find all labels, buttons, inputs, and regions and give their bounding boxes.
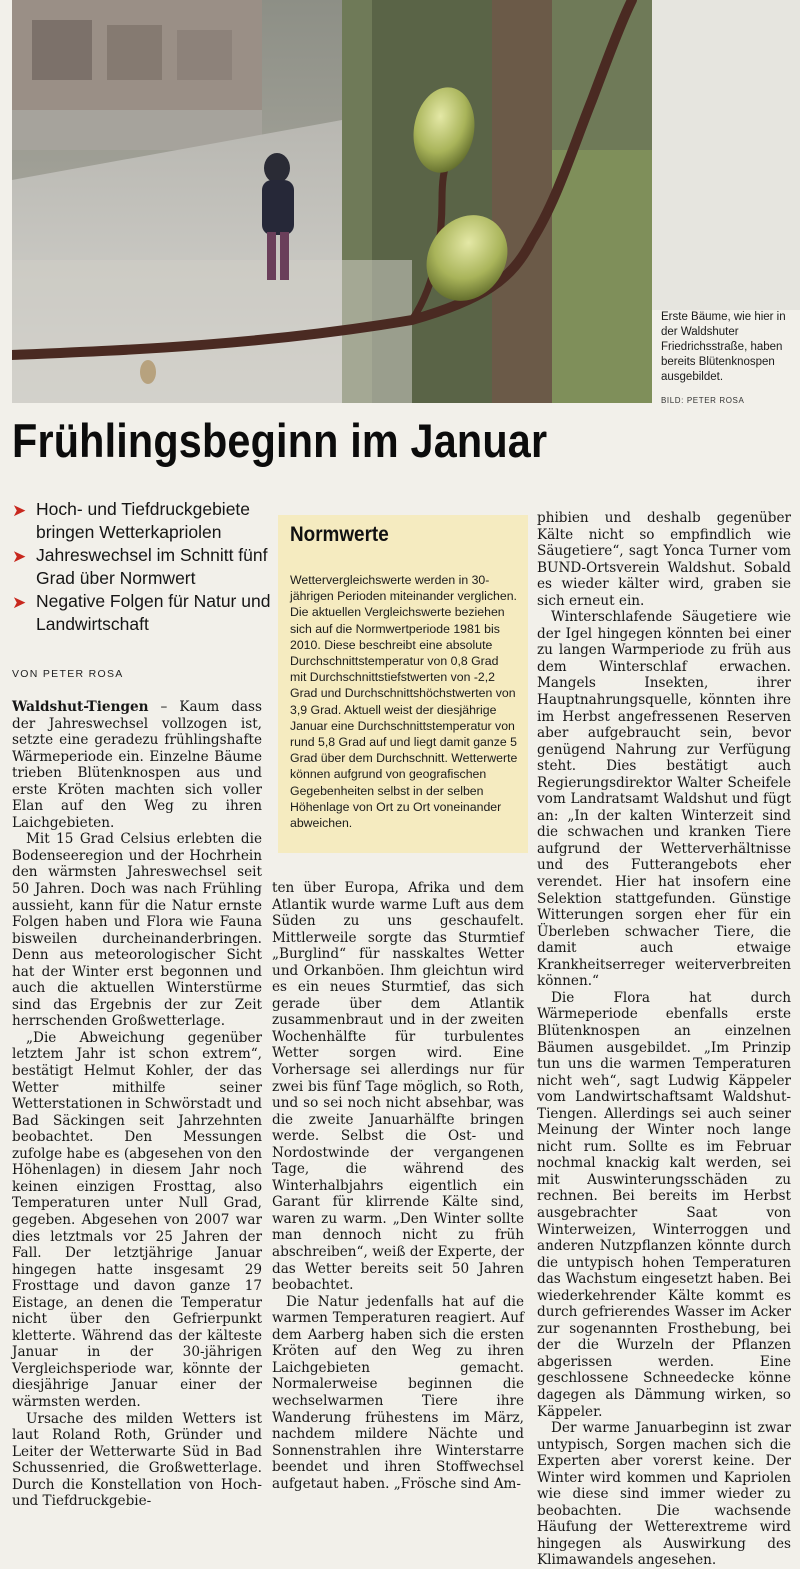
article-column-1 xyxy=(12,699,262,1510)
paragraph: „Die Abweichung gegenüber letztem Jahr ist schon extrem“, bestätigt Helmut Kohler, der das Wetter mithilfe seiner Wetterstationen in Schwörstadt und Bad Säckingen seit Jahrzehnten beobachtet. Den Messungen zufolge habe es (abgesehen von den Höhenlagen) in diesem Jahr noch keinen einzigen Frosttag, also Temperaturen unter Null Grad, gegeben. Abgesehen von 2007 war dies letztmals vor 25 Jahren der Fall. Der letztjährige Januar hingegen hatte insgesamt 29 Frosttage und davon ganze 17 Eistage, an denen die Temperatur nicht über den Gefrierpunkt kletterte. Während das der kälteste Januar in der 30-jährigen Vergleichsperiode war, könnte der diesjährige Januar einer der wärmsten werden. xyxy=(12,1029,263,1410)
paragraph: Ursache des milden Wetters ist laut Roland Roth, Gründer und Leiter der Wetterwarte Süd in Bad Schussenried, die Großwetterlage. Durch die Konstellation von Hoch- und Tiefdruckgebie- xyxy=(12,1410,262,1510)
headline: Frühlingsbeginn im Januar xyxy=(12,414,548,467)
photo-illustration xyxy=(12,0,652,403)
byline: VON PETER ROSA xyxy=(12,668,124,680)
paragraph: ten über Europa, Afrika und dem Atlantik wurde warme Luft aus dem Süden zu uns geschaufelt. Mittlerweile sorgte das Sturmtief „Burglind“ für nasskaltes Wetter und Orkanböen. Ihm gleichtun wird es ein neues Sturmtief, das sich gerade über dem Atlantik zusammenbraut und in der zweiten Wochenhälfte für turbulentes Wetter sorgen wird. Eine Vorhersage sei allerdings nur für zwei bis fünf Tage möglich, so Roth, und so sei noch nicht absehbar, was die zweite Januarhälfte bringen werde. Selbst die Ost- und Nordostwinde der vergangenen Tage, die während des Winterhalbjahrs eigentlich ein Garant für klirrende Kälte sind, waren zu warm. „Den Winter sollte man dennoch nicht zu früh abschreiben“, weiß der Experte, der das Wetter bereits seit 50 Jahren beobachtet. xyxy=(272,880,524,1294)
article-photo xyxy=(12,0,652,403)
photo-credit: BILD: PETER ROSA xyxy=(661,396,745,405)
paragraph: Waldshut-Tiengen – Kaum dass der Jahreswechsel vollzogen ist, setzte eine geradezu frühlingshafte Wärmeperiode ein. Einzelne Bäume trieben Blütenknospen aus und erste Kröten machten sich voller Elan auf den Weg zu ihren Laichgebieten. xyxy=(12,699,262,831)
subheadline-item: ➤ Jahreswechsel im Schnitt fünf Grad über Normwert xyxy=(12,545,268,588)
info-box xyxy=(278,515,528,853)
article-column-3 xyxy=(537,510,791,1569)
subheadline-item: ➤ Hoch- und Tiefdruckgebiete bringen Wetterkapriolen xyxy=(12,499,251,542)
subheadline-item: ➤ Negative Folgen für Natur und Landwirtschaft xyxy=(12,591,271,634)
dateline: Waldshut-Tiengen xyxy=(12,699,149,715)
info-box-text: Wettervergleichswerte werden in 30-jährigen Perioden miteinander verglichen. Die aktuellen Vergleichswerte beziehen sich auf die Normwertperiode 1981 bis 2010. Diese beschreibt eine absolute Durchschnittstemperatur von 0,8 Grad mit Durchschnittstiefstwerten von -2,2 Grad und Durchschnittshöchstwerten von 3,9 Grad. Aktuell weist der diesjährige Januar eine Durchschnittstemperatur von rund 5,8 Grad auf und liegt damit ganze 5 Grad über dem Durchschnitt. Wetterwerte können aufgrund von geografischen Gegebenheiten selbst in der selben Höhenlage von Ort zu Ort voneinander abweichen. xyxy=(290,573,518,831)
bullet-arrow-icon: ➤ xyxy=(12,501,27,520)
paragraph: Die Natur jedenfalls hat auf die warmen Temperaturen reagiert. Auf dem Aarberg haben sich die ersten Kröten auf den Weg zu ihren Laichgebieten gemacht. Normalerweise beginnen die wechselwarmen Tiere ihre Wanderung frühestens im März, nachdem mildere Nächte und Sonnenstrahlen ihre Winterstarre beendet und ihren Stoffwechsel aufgetaut haben. „Frösche sind Am- xyxy=(272,1293,524,1492)
paragraph: phibien und deshalb gegenüber Kälte nicht so empfindlich wie Säugetiere“, sagt Yonca Turner vom BUND-Ortsverein Waldshut. Sobald es wieder kälter wird, graben sie sich erneut ein. xyxy=(537,510,791,609)
info-box-title: Normwerte xyxy=(290,523,389,546)
paragraph: Winterschlafende Säugetiere wie der Igel hingegen könnten bei einer zu langen Warmperiode zu früh aus dem Winterschlaf erwachen. Mangels Insekten, ihrer Hauptnahrungsquelle, könnten ihre im Herbst angefressenen Reserven aber aufgebraucht sein, bevor genügend Nahrung zur Verfügung steht. Dies bestätigt auch Regierungsdirektor Walter Scheifele vom Landratsamt Waldshut und fügt an: „In der kalten Winterzeit sind die schwachen und kranken Tiere aufgrund der Wetterverhältnisse und des Futterangebots eher verendet. Hier hat insofern eine Selektion stattgefunden. Günstige Witterungen sorgen eher für ein Überleben schwacher Tiere, die damit auch etwaige Krankheitserreger weiterverbreiten können.“ xyxy=(537,609,791,990)
bullet-arrow-icon: ➤ xyxy=(12,547,27,566)
article-column-2 xyxy=(272,880,524,1492)
paragraph: Der warme Januarbeginn ist zwar untypisch, Sorgen machen sich die Experten aber vorerst keine. Der Winter wird kommen und Kapriolen wie diese sind immer wieder zu beobachten. Die wachsende Häufung der Wetterextreme wird hingegen als Auswirkung des Klimawandels angesehen. xyxy=(537,1420,791,1569)
subheadline-list xyxy=(10,498,280,636)
adjacent-page-strip xyxy=(652,0,800,310)
paragraph: Mit 15 Grad Celsius erlebten die Bodenseeregion und der Hochrhein den wärmsten Jahreswechsel seit 50 Jahren. Doch was nach Frühling aussieht, kann für die Natur ernste Folgen haben und Flora wie Fauna bisweilen durcheinanderbringen. Denn aus meteorologischer Sicht hat der Winter erst begonnen und auch die aktuellen Winterstürme sind das Ergebnis der zur Zeit herrschenden Großwetterlage. xyxy=(12,831,262,1030)
bullet-arrow-icon: ➤ xyxy=(12,593,27,612)
photo-caption: Erste Bäume, wie hier in der Waldshuter Friedrichsstraße, haben bereits Blütenknospen ausgebildet. xyxy=(661,311,786,383)
paragraph: Die Flora hat durch Wärmeperiode ebenfalls erste Blütenknospen an einzelnen Bäumen ausgebildet. „Im Prinzip tun uns die warmen Temperaturen nicht weh“, sagt Ludwig Käppeler vom Landwirtschaftsamt Waldshut-Tiengen. Allerdings sei auch seiner Meinung der Winter noch lange nicht rum. Sollte es im Februar nochmal knackig kalt werden, sei mit Auswinterungsschäden zu rechnen. Bei bereits im Herbst ausgebrachter Saat von Winterweizen, Winterroggen und anderen Nutzpflanzen könnte durch die untypisch hohen Temperaturen das Wachstum eingesetzt haben. Bei wiederkehrender Kälte kommt es durch gefrierendes Wasser im Acker zur sogenannten Frosthebung, bei der die Wurzeln der Pflanzen abgerissen werden. Eine geschlossene Schneedecke könne dagegen als Dämmung wirken, so Käppeler. xyxy=(537,989,791,1420)
